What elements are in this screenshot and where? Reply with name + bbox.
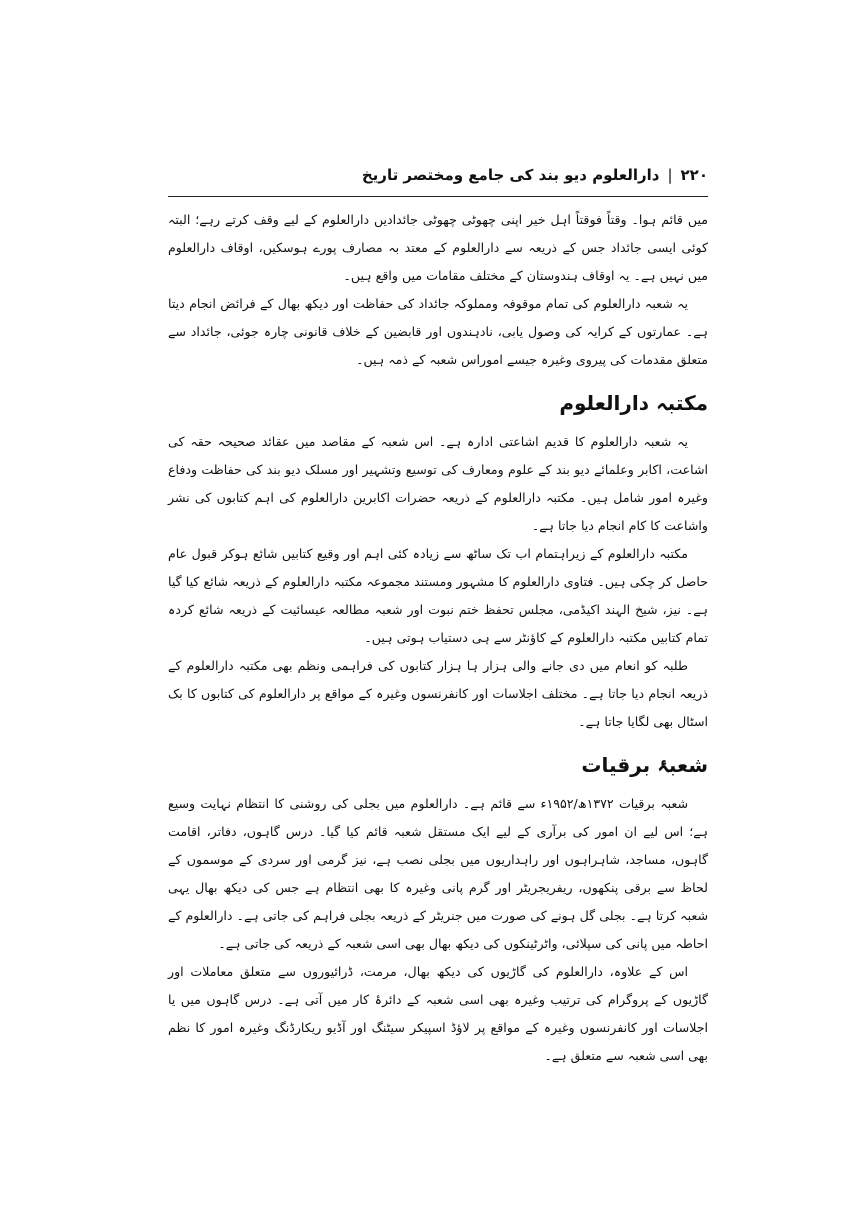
heading-barqiyat: شعبۂ برقیات [581, 753, 708, 777]
paragraph-barqiyat-1: شعبہ برقیات ۱۳۷۲ھ/۱۹۵۲ء سے قائم ہے۔ دارالعلوم میں بجلی کی روشنی کا انتظام نہایت وسیع ہے؛ اس لیے ان امور کی برآری کے لیے ایک مستقل شعبہ قائم کیا گیا۔ درس گاہوں، دفاتر، اقامت گاہوں، مساجد، شاہراہوں اور راہداریوں میں بجلی نصب ہے، نیز گرمی اور سردی کے موسموں کے لحاظ سے برقی پنکھوں، ریفریجریٹر اور گرم پانی وغیرہ کا بھی انتظام ہے جس کی دیکھ بھال یہی شعبہ کرتا ہے۔ بجلی گل ہونے کی صورت میں جنریٹر کے ذریعہ بجلی فراہم کی جاتی ہے۔ دارالعلوم کے احاطہ میں پانی کی سپلائی، واٹرٹینکوں کی دیکھ بھال بھی اسی شعبہ کے ذریعہ کی جاتی ہے۔ [168, 796, 708, 951]
header-separator: | [667, 166, 673, 184]
paragraph-awqaf-1: میں قائم ہوا۔ وقتاً فوقتاً اہل خیر اپنی چھوٹی چھوٹی جائدادیں دارالعلوم کے لیے وقف کرتے رہے؛ البتہ کوئی ایسی جائداد جس کے ذریعہ سے دارالعلوم کے معتد بہ مصارف پورے ہوسکیں، اوقاف دارالعلوم میں نہیں ہے۔ یہ اوقاف ہندوستان کے مختلف مقامات میں واقع ہیں۔ [168, 212, 708, 283]
header-rule [168, 196, 708, 197]
heading-maktaba: مکتبہ دارالعلوم [559, 391, 708, 415]
page-number: ۲۲۰ [680, 166, 708, 184]
book-title: دارالعلوم دیو بند کی جامع ومختصر تاریخ [361, 166, 660, 184]
paragraph-awqaf-2: یہ شعبہ دارالعلوم کی تمام موقوفہ ومملوکہ جائداد کی حفاظت اور دیکھ بھال کے فرائض انجام دیتا ہے۔ عمارتوں کے کرایہ کی وصول یابی، نادہندوں اور قابضین کے خلاف قانونی چارہ جوئی، جائداد سے متعلق مقدمات کی پیروی وغیرہ جیسے اموراس شعبہ کے ذمہ ہیں۔ [168, 296, 708, 367]
paragraph-maktaba-3: طلبہ کو انعام میں دی جانے والی ہزار ہا ہزار کتابوں کی فراہمی ونظم بھی مکتبہ دارالعلوم کے ذریعہ انجام دیا جاتا ہے۔ مختلف اجلاسات اور کانفرنسوں وغیرہ کے مواقع پر دارالعلوم کی کتابوں کا بک اسٹال بھی لگایا جاتا ہے۔ [168, 658, 708, 729]
paragraph-maktaba-1: یہ شعبہ دارالعلوم کا قدیم اشاعتی ادارہ ہے۔ اس شعبہ کے مقاصد میں عقائد صحیحہ حقہ کی اشاعت، اکابر وعلمائے دیو بند کے علوم ومعارف کی توسیع وتشہیر اور مسلک دیو بند کی حفاظت ودفاع وغیرہ امور شامل ہیں۔ مکتبہ دارالعلوم کے ذریعہ حضرات اکابرین دارالعلوم کی اہم کتابوں کی نشر واشاعت کا کام انجام دیا جاتا ہے۔ [168, 434, 708, 533]
page-content [168, 206, 708, 1070]
paragraph-barqiyat-2: اس کے علاوہ، دارالعلوم کی گاڑیوں کی دیکھ بھال، مرمت، ڈرائیوروں سے متعلق معاملات اور گاڑیوں کے پروگرام کی ترتیب وغیرہ بھی اسی شعبہ کے دائرۂ کار میں آتی ہے۔ درس گاہوں میں یا اجلاسات اور کانفرنسوں وغیرہ کے مواقع پر لاؤڈ اسپیکر سیٹنگ اور آڈیو ریکارڈنگ وغیرہ امور کا نظم بھی اسی شعبہ سے متعلق ہے۔ [168, 964, 708, 1063]
paragraph-maktaba-2: مکتبہ دارالعلوم کے زیراہتمام اب تک ساٹھ سے زیادہ کئی اہم اور وقیع کتابیں شائع ہوکر قبول عام حاصل کر چکی ہیں۔ فتاوی دارالعلوم کا مشہور ومستند مجموعہ مکتبہ دارالعلوم کے ذریعہ شائع کیا گیا ہے۔ نیز، شیخ الہند اکیڈمی، مجلس تحفظ ختم نبوت اور شعبہ مطالعہ عیسائیت کے ذریعہ شائع کردہ تمام کتابیں مکتبہ دارالعلوم کے کاؤنٹر سے ہی دستیاب ہوتی ہیں۔ [168, 546, 708, 645]
running-header [168, 160, 708, 190]
